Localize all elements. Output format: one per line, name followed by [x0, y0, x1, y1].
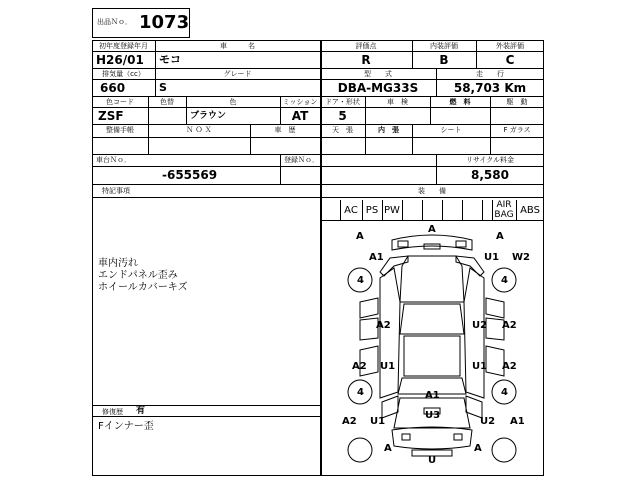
damage-mark-wheel: 4 — [357, 387, 364, 398]
score-label: 評価点 — [355, 42, 377, 50]
chassis-label: 車台Ｎｏ． — [96, 156, 131, 164]
damage-mark: A — [428, 224, 436, 235]
row-divider — [92, 79, 544, 80]
year-label: 初年度登録年月 — [99, 42, 148, 50]
row-divider — [92, 197, 544, 198]
inspection-label: 車 検 — [387, 98, 408, 106]
damage-mark: A — [356, 231, 364, 242]
car-name-label: 車 名 — [220, 42, 255, 50]
equipment-ac: AC — [344, 205, 358, 216]
row-divider — [92, 416, 320, 417]
row-divider — [92, 166, 544, 167]
damage-mark: U1 — [380, 361, 396, 372]
damage-mark: U2 — [480, 416, 496, 427]
exterior-grade: C — [505, 53, 515, 67]
drive-label: 駆 動 — [506, 98, 528, 106]
row-divider — [92, 96, 544, 97]
repair-history-label: 修復歴 — [102, 408, 123, 416]
damage-mark-wheel: 4 — [501, 387, 508, 398]
remark-line: 車内汚れ — [98, 258, 138, 269]
equipment-ps: PS — [365, 205, 379, 216]
damage-mark: A2 — [376, 320, 391, 331]
damage-mark: A — [474, 443, 482, 454]
damage-mark: A — [384, 443, 392, 454]
first-registration: H26/01 — [96, 53, 144, 67]
chassis-number: -655569 — [162, 168, 218, 182]
col-divider — [462, 200, 463, 220]
color-code: ZSF — [98, 109, 124, 123]
damage-mark: U2 — [472, 320, 488, 331]
row-divider — [92, 184, 544, 185]
lot-number: 1073 — [139, 12, 190, 33]
color-change-label: 色替 — [160, 98, 174, 106]
mission: AT — [291, 109, 309, 123]
damage-mark: A2 — [352, 361, 367, 372]
repair-history-value: 有 — [136, 406, 146, 416]
damage-mark-wheel: 4 — [357, 275, 364, 286]
equipment-label: 装 備 — [418, 187, 446, 195]
damage-mark: A2 — [502, 361, 517, 372]
registration-label: 登録Ｎｏ． — [284, 156, 319, 164]
damage-mark: U1 — [370, 416, 386, 427]
col-divider — [442, 200, 443, 220]
damage-mark: U1 — [484, 252, 500, 263]
remark-line: エンドパネル歪み — [98, 270, 178, 281]
equipment-airbag: AIR BAG — [494, 200, 514, 220]
color-code-label: 色コード — [106, 98, 134, 106]
service-manual-label: 整備手帳 — [106, 126, 134, 134]
damage-mark: U1 — [472, 361, 488, 372]
evaluation-score: R — [361, 53, 371, 67]
model-code: DBA-MG33S — [337, 81, 419, 95]
mileage: 58,703 Km — [453, 81, 527, 95]
damage-mark: A2 — [342, 416, 357, 427]
fuel-label: 燃 料 — [449, 98, 471, 106]
recycle-fee: 8,580 — [471, 168, 509, 182]
col-divider — [280, 154, 281, 184]
damage-mark: A2 — [502, 320, 517, 331]
damage-mark: W2 — [512, 252, 530, 263]
row-divider — [92, 154, 544, 155]
row-divider — [92, 107, 544, 108]
model-code-label: 型 式 — [364, 70, 392, 78]
damage-mark: U — [428, 455, 437, 466]
wheel-spare-left — [348, 438, 372, 462]
damage-mark: A1 — [369, 252, 384, 263]
displacement: 660 — [100, 81, 126, 95]
mileage-label: 走 行 — [476, 70, 504, 78]
headliner-label: 天 張 — [332, 126, 353, 134]
seat-label: シート — [440, 126, 462, 134]
row-divider — [92, 124, 544, 125]
doors-label: ドア・形状 — [325, 98, 360, 106]
interior-trim-label: 内 張 — [378, 126, 399, 134]
row-divider — [320, 220, 544, 221]
equipment-pw: PW — [384, 205, 400, 216]
grade: S — [159, 81, 167, 94]
equipment-grid — [320, 200, 544, 221]
car-damage-diagram — [320, 222, 544, 476]
remarks-label: 特記事項 — [102, 187, 130, 195]
row-divider — [92, 405, 320, 406]
doors: 5 — [338, 109, 347, 123]
mission-label: ミッション — [282, 98, 318, 106]
displacement-label: 排気量（cc） — [102, 70, 145, 78]
vehicle-history-label: 車 歴 — [274, 126, 296, 134]
color: ブラウン — [190, 111, 227, 121]
wheel-spare-right — [492, 438, 516, 462]
damage-mark: A — [496, 231, 504, 242]
col-divider — [402, 200, 403, 220]
front-glass-label: F ガラス — [503, 126, 531, 134]
interior-grade: B — [439, 53, 449, 67]
nox-label: Ｎ Ｏ Ｘ — [186, 126, 212, 134]
damage-mark: U3 — [425, 410, 441, 421]
color-label: 色 — [229, 98, 237, 106]
remark-line: ホイールカバーキズ — [98, 282, 188, 293]
lot-number-label: 出品Ｎｏ． — [97, 18, 132, 26]
damage-mark-wheel: 4 — [501, 275, 508, 286]
col-divider — [422, 200, 423, 220]
row-divider — [92, 68, 544, 69]
repair-note: Fインナー歪 — [98, 421, 154, 432]
car-name: モコ — [159, 53, 181, 66]
exterior-grade-label: 外装評価 — [496, 42, 524, 50]
recycle-fee-label: リサイクル料金 — [465, 156, 515, 164]
grade-label: グレード — [223, 70, 252, 78]
damage-mark: A1 — [510, 416, 525, 427]
wheels — [348, 268, 516, 462]
lot-number-box — [92, 8, 190, 38]
equipment-abs: ABS — [520, 205, 540, 216]
damage-mark: A1 — [425, 390, 440, 401]
interior-grade-label: 内装評価 — [430, 42, 458, 50]
row-divider — [92, 137, 544, 138]
col-divider — [482, 200, 483, 220]
